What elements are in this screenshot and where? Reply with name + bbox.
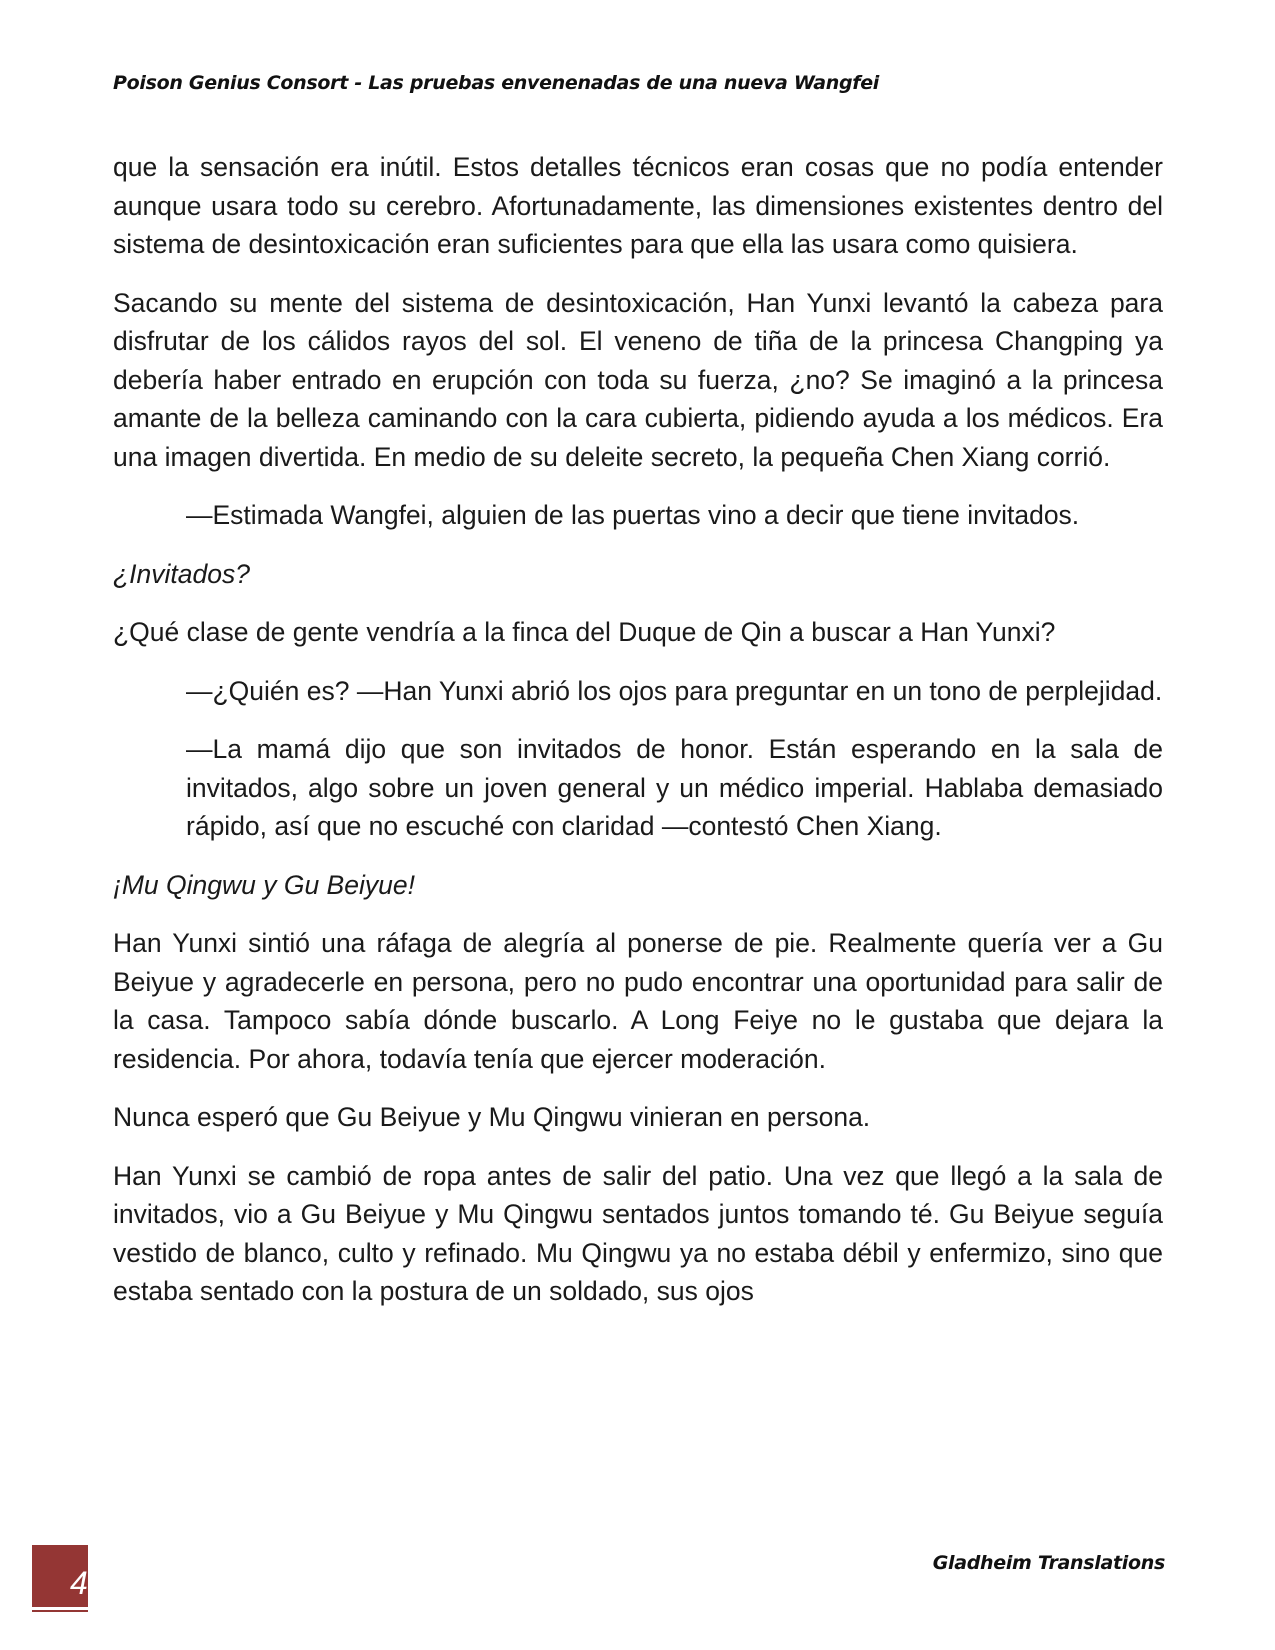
footer-credit: Gladheim Translations: [932, 1552, 1165, 1574]
page-number-underline: [32, 1610, 88, 1612]
dialogue-paragraph: —¿Quién es? —Han Yunxi abrió los ojos para preguntar en un tono de perplejidad.: [186, 675, 1163, 706]
paragraph: Nunca esperó que Gu Beiyue y Mu Qingwu vinieran en persona.: [113, 1102, 871, 1132]
thought-paragraph: ¡Mu Qingwu y Gu Beiyue!: [113, 869, 415, 900]
dialogue-paragraph: —La mamá dijo que son invitados de honor. Están esperando en la sala de invitados, algo sobre un joven general y un médico imperial. Hablaba demasiado rápido, así que no escuché con claridad —contestó Chen Xiang.: [186, 734, 1163, 841]
paragraph: ¿Qué clase de gente vendría a la finca del Duque de Qin a buscar a Han Yunxi?: [113, 617, 1056, 647]
paragraph: que la sensación era inútil. Estos detalles técnicos eran cosas que no podía entender aunque usara todo su cerebro. Afortunadamente, las dimensiones existentes dentro del sistema de desintoxicación eran suficientes para que ella las usara como quisiera.: [113, 152, 1163, 259]
page-number: 4: [70, 1565, 88, 1601]
page-body: [113, 148, 1163, 1331]
paragraph: Sacando su mente del sistema de desintoxicación, Han Yunxi levantó la cabeza para disfrutar de los cálidos rayos del sol. El veneno de tiña de la princesa Changping ya debería haber entrado en erupción con toda su fuerza, ¿no? Se imaginó a la princesa amante de la belleza caminando con la cara cubierta, pidiendo ayuda a los médicos. Era una imagen divertida. En medio de su deleite secreto, la pequeña Chen Xiang corrió.: [113, 287, 1163, 472]
paragraph: Han Yunxi sintió una ráfaga de alegría al ponerse de pie. Realmente quería ver a Gu Beiyue y agradecerle en persona, pero no pudo encontrar una oportunidad para salir de la casa. Tampoco sabía dónde buscarlo. A Long Feiye no le gustaba que dejara la residencia. Por ahora, todavía tenía que ejercer moderación.: [113, 928, 1163, 1074]
running-header: Poison Genius Consort - Las pruebas envenenadas de una nueva Wangfei: [113, 72, 880, 94]
thought-paragraph: ¿Invitados?: [113, 558, 250, 589]
paragraph: Han Yunxi se cambió de ropa antes de salir del patio. Una vez que llegó a la sala de invitados, vio a Gu Beiyue y Mu Qingwu sentados juntos tomando té. Gu Beiyue seguía vestido de blanco, culto y refinado. Mu Qingwu ya no estaba débil y enfermizo, sino que estaba sentado con la postura de un soldado, sus ojos: [113, 1160, 1163, 1306]
dialogue-paragraph: —Estimada Wangfei, alguien de las puertas vino a decir que tiene invitados.: [186, 500, 1080, 530]
